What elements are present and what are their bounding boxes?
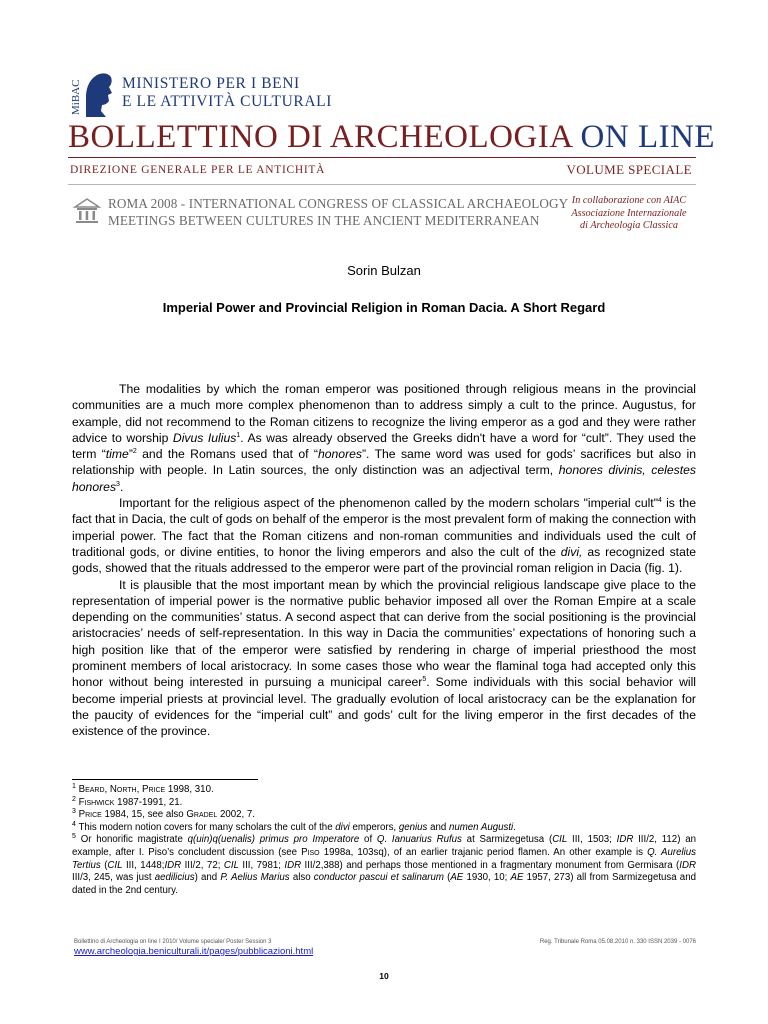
collab-line-1: In collaborazione con AIAC [571, 195, 687, 206]
mbac-logo-icon [70, 67, 114, 119]
author-name: Sorin Bulzan [347, 263, 421, 278]
congress-line-1: ROMA 2008 - INTERNATIONAL CONGRESS OF CLASSICAL ARCHAEOLOGY [108, 196, 569, 211]
journal-title [68, 118, 715, 156]
masthead-subdivider [68, 184, 696, 185]
publications-link[interactable]: www.archeologia.beniculturali.it/pages/pubblicazioni.html [74, 946, 314, 957]
svg-text:MiBAC: MiBAC [70, 79, 82, 115]
collab-line-3: di Archeologia Classica [580, 220, 678, 231]
footnote-ref-3[interactable]: 3 [116, 480, 120, 488]
ministry-line-1: MINISTERO PER I BENI [122, 75, 300, 92]
journal-title-online: ON LINE [580, 119, 716, 155]
paragraph-3: It is plausible that the most important mean by which the provincial religious landscape give place to the representation of imperial power is the normative public behavior imposed all over the Roman Empire at a scale depending on the communities’ status. A second aspect that can derive from the social positioning is the provincial aristocracies’ needs of self-representation. In this way in Dacia the communities’ expectations of honoring such a high position like that of the emperor were satisfied by rendering in charge of imperial priesthood the most prominent members of local aristocracy. In some cases those who wear the flaminal toga had accepted only this honor without being interested in pursuing a municipal career$^5$. Some individuals with this social behavior will become imperial priests at provincial level. The gradually evolution of local aristocracy can be the explanation for the paucity of evidences for the “imperial cult” and gods’ cult for the living emperor in the first decades of the existence of the province. [72, 577, 696, 739]
footnote-1: $^1$ Beard, North, Price 1998, 310. [72, 782, 214, 795]
page-number: 10 [379, 971, 389, 981]
article-title: Imperial Power and Provincial Religion in Roman Dacia. A Short Regard [162, 300, 606, 315]
footnote-2: $^2$ Fishwick 1987-1991, 21. [72, 795, 183, 808]
footnote-ref-5[interactable]: 5 [422, 676, 427, 684]
paragraph-2: Important for the religious aspect of the phenomenon called by the modern scholars "imperial cult"$^4$ is the fact that in Dacia, the cult of gods on behalf of the emperor is the most prevalent form of making the connection with imperial power. The fact that the Roman citizens and non-roman communities and individuals used the cult of traditional gods, or divine entities, to honor the living emperors and also the cult of the divi, as recognized state gods, showed that the rituals addressed to the emperor were part of the provincial roman religion in Dacia (fig. 1). [72, 496, 697, 576]
footnote-5: $^5$ Or honorific magistrate q(uin)q(uenalis) primus pro Imperatore of Q. Ianuarius Rufus at Sarmizegetusa (CIL III, 1503; IDR III/2, 112) an example, after I. Piso’s concludent discussion (see Piso 1998a, 103sq), of an earlier trajanic period flamen. An other example is Q. Aurelius Tertius (CIL III, 1448;IDR III/2, 72; CIL III, 7981; IDR III/2,388) and perhaps those mentioned in a fragmentary monument from Germisara (IDR III/3, 245, was just aedilicius) and P. Aelius Marius also conductor pascui et salinarum (AE 1930, 10; AE 1957, 273) all from Sarmizegetusa and dated in the 2nd century. [72, 833, 697, 896]
journal-title-main: BOLLETTINO DI ARCHEOLOGIA [68, 119, 572, 155]
congress-line-2: MEETINGS BETWEEN CULTURES IN THE ANCIENT MEDITERRANEAN [108, 213, 540, 228]
ministry-name [122, 75, 332, 111]
footnote-ref-1[interactable]: 1 [236, 431, 241, 439]
ministry-line-2: E LE ATTIVITÀ CULTURALI [122, 93, 332, 110]
footnote-3: $^3$ Price 1984, 15, see also Gradel 2002, 7. [72, 807, 255, 821]
collaboration-note [560, 195, 698, 233]
article-body [72, 381, 696, 740]
collab-line-2: Associazione Internazionale [571, 207, 687, 219]
footnote-ref-2[interactable]: 2 [132, 448, 137, 456]
footnote-ref-4[interactable]: 4 [658, 497, 662, 505]
footnote-divider [72, 779, 258, 780]
footer-registration: Reg. Tribunale Roma 05.08.2010 n. 330 ISSN 2039 - 0076 [539, 939, 696, 945]
paragraph-1: The modalities by which the roman emperor was positioned through religious means in the provincial communities are a much more complex phenomenon than to address simply a cult to the prince. Augustus, for example, did not recommend to the Roman citizens to recognize the living emperor as a god and they were rather advice to worship Divus Iulius$^1$. As was already observed the Greeks didn't have a word for “cult”. They used the term “time”$^2$ and the Romans used that of “honores”. The same word was used for gods’ sacrifices but also in relationship with people. In Latin sources, the only distinction was an adjectival term, honores divinis, celestes honores$^3$. [72, 382, 696, 494]
congress-emblem-icon [72, 195, 102, 225]
footnotes [72, 784, 696, 897]
directorate-label: DIREZIONE GENERALE PER LE ANTICHITÀ [70, 164, 326, 176]
footnote-4: $^4$ This modern notion covers for many scholars the cult of the divi emperors, genius and numen Augusti. [72, 820, 516, 833]
footer-citation: Bollettino di Archeologia on line I 2010/ Volume speciale/ Poster Session 3 [74, 939, 272, 945]
masthead-divider [68, 157, 696, 158]
volume-label: VOLUME SPECIALE [566, 162, 692, 177]
congress-title [108, 195, 568, 229]
